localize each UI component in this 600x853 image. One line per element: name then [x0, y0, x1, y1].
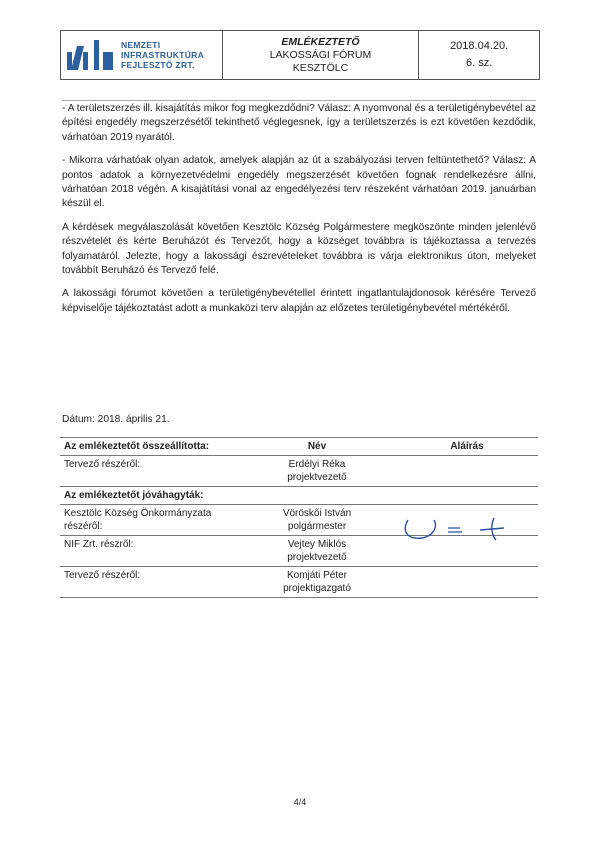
name-column-heading: Név: [238, 438, 396, 456]
document-number: 6. sz.: [465, 57, 493, 69]
paragraph: - A területszerzés ill. kisajátítás mikor fog megkezdődni? Válasz: A nyomvonal és a területigénybevétel az építési engedély megszerzésétől tekinthető véglegesnek, így a területszerzés is ezt követően kezdődik, várhatóan 2019 nyarától.: [62, 103, 536, 143]
nif-logo-mark: [67, 40, 113, 70]
date-line: Dátum: 2018. április 21.: [62, 414, 170, 425]
signature-column-heading: Aláírás: [396, 438, 538, 456]
document-body: [62, 100, 536, 325]
table-row: Tervező részéről: Erdélyi Réka projektvezető: [60, 456, 538, 487]
paragraph: A kérdések megválaszolását követően Kesztölc Község Polgármestere megköszönte minden jelenlévő részvételét és kérte Beruházót és Tervezőt, hogy a községet továbbra is tájékoztassa a tervezés folyamatáról. Jelezte, hogy a lakossági észrevételeket továbbra is várja elektronikus úton, melyeket továbbít Beruházó és Tervező felé.: [62, 221, 536, 277]
nif-logo-text: NEMZETI INFRASTRUKTÚRA FEJLESZTŐ ZRT.: [121, 40, 205, 70]
approved-by-heading: Az emlékeztetőt jóváhagyták:: [60, 487, 238, 505]
handwritten-signature: [400, 508, 520, 548]
paragraph: A lakossági fórumot követően a területigénybevétellel érintett ingatlantulajdonosok kérésére Tervező képviselője tájékoztatást adott a munkaközi terv alapján az előzetes területigénybevétel mértékéről.: [62, 288, 536, 314]
divider: [62, 100, 536, 101]
page-number: 4/4: [293, 797, 307, 807]
table-row: NIF Zrt. részről: Vejtey Miklós projektvezető: [60, 536, 538, 567]
document-date: 2018.04.20.: [450, 40, 509, 52]
compiled-by-heading: Az emlékeztetőt összeállította:: [60, 438, 238, 456]
document-header: [60, 30, 540, 80]
table-row: Kesztölc Község Önkormányzata részéről: Vöröskői István polgármester: [60, 505, 538, 536]
document-date-number: [419, 31, 539, 79]
nif-logo: [61, 31, 223, 79]
paragraph: - Mikorra várhatóak olyan adatok, amelyek alapján az út a szabályozási terven feltüntethető? Válasz: A pontos adatok a környezetvédelmi engedély megszerzését követően fognak rendelkezésre állni, várhatóan 2018 végén. A kisajátítási vonal az engedélyezési terv részeként várhatóan 2019. januárban készül el.: [62, 155, 536, 210]
document-title: EMLÉKEZTETŐ LAKOSSÁGI FÓRUM KESZTÖLC: [223, 31, 420, 79]
table-row: Tervező részéről: Komjáti Péter projektigazgató: [60, 567, 538, 598]
